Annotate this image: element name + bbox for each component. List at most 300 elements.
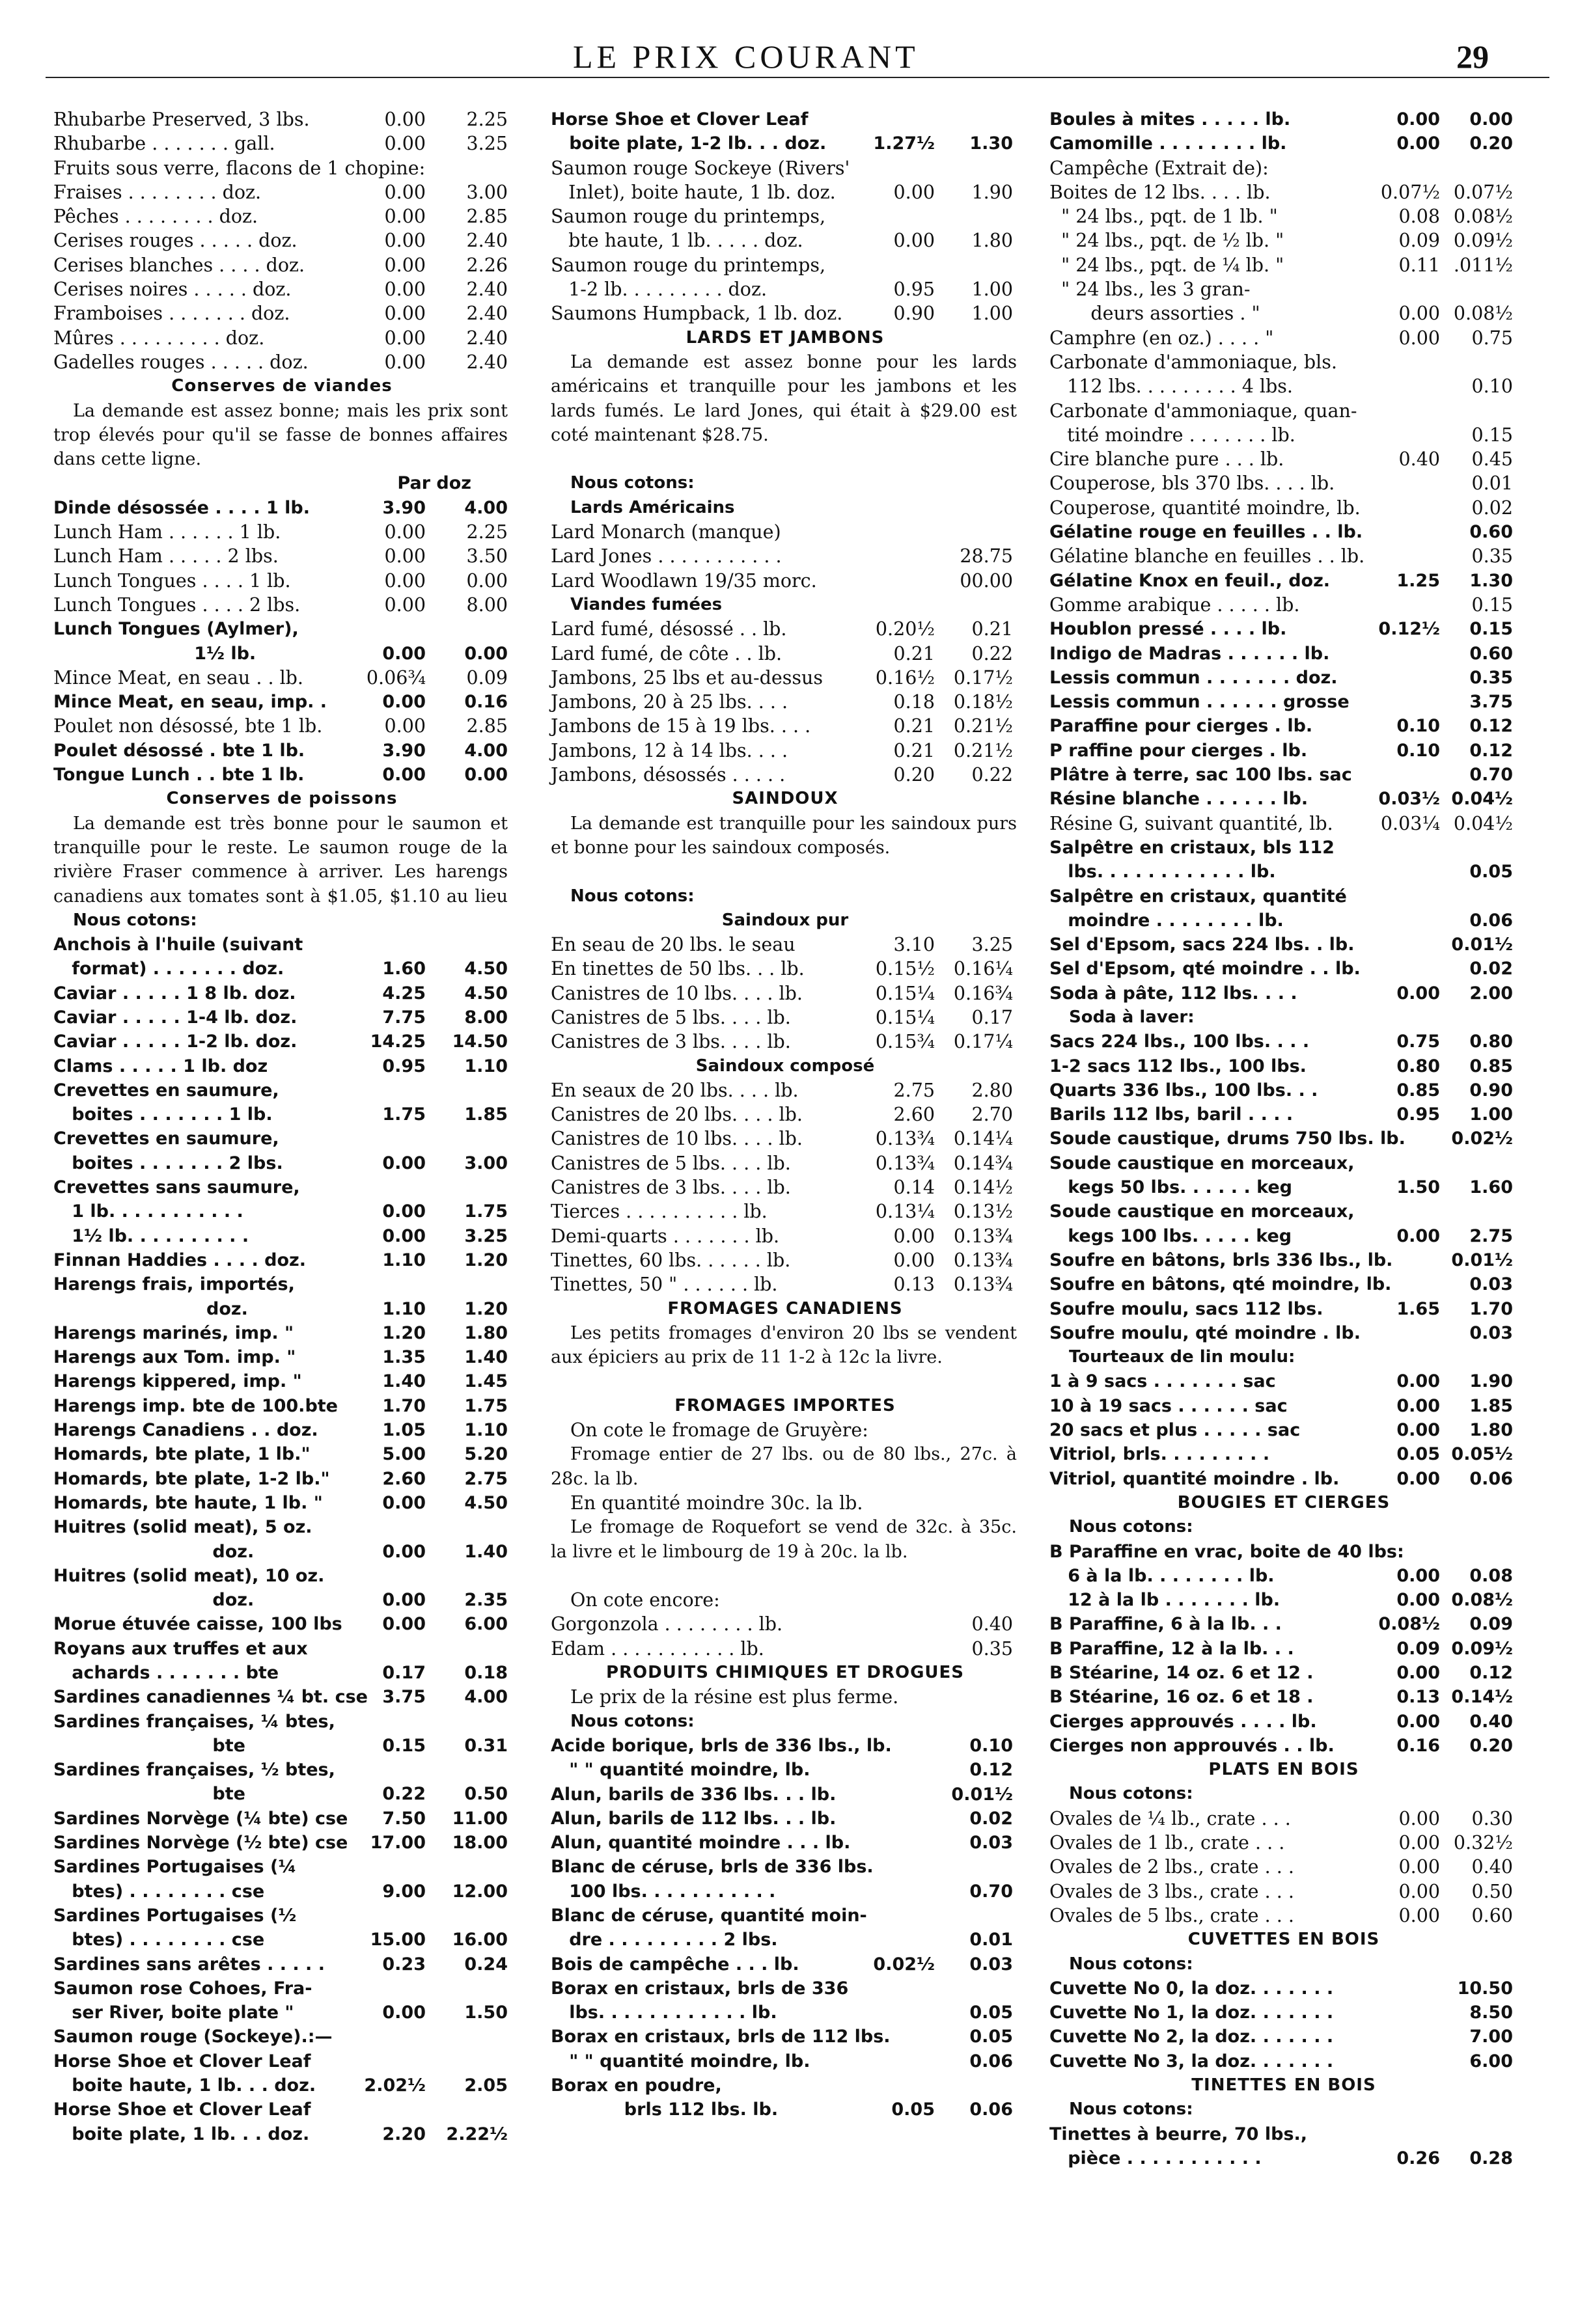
price-row [53,1782,510,1806]
price-high: 00.00 [960,569,1013,592]
price-high: 0.16¼ [953,958,1013,980]
price-low: 0.05 [1396,1444,1440,1465]
price-low: 0.13 [1396,1687,1440,1708]
price-row [53,1369,510,1393]
price-high: 0.01 [969,1930,1013,1950]
item-name: Homards, bte haute, 1 lb. " [53,1492,323,1513]
item-name: Soude caustique, drums 750 lbs. lb. [1049,1128,1406,1149]
price-low: 0.13¾ [875,1128,935,1150]
price-low: 0.00 [382,692,426,713]
price-low: 0.00 [382,1541,426,1562]
price-high: 0.02 [1469,959,1513,979]
item-name: Jambons, 25 lbs et au-dessus [551,666,824,689]
item-name: Bois de campêche . . . lb. [551,1954,799,1975]
item-name: kegs 50 lbs. . . . . . keg [1049,1177,1292,1198]
price-low: 1.25 [1396,570,1440,591]
unit-header: Par doz [397,473,471,494]
item-name: Ovales de 2 lbs., crate . . . [1049,1856,1294,1878]
item-name: Saumons Humpback, 1 lb. doz. [551,303,843,325]
item-name: Borax en poudre, [551,2075,722,2096]
text-line: En quantité moindre 30c. la lb. [570,1492,863,1514]
price-row [1049,1272,1518,1296]
item-name: Houblon pressé . . . . lb. [1049,619,1287,640]
item-name: Poulet désossé . bte 1 lb. [53,740,305,761]
price-high: 0.40 [1469,1711,1513,1732]
price-high: 0.24 [464,1954,508,1975]
price-low: 0.95 [382,1056,426,1076]
price-row [53,2098,510,2122]
item-name: Paraffine pour cierges . lb. [1049,716,1313,737]
item-name: moindre . . . . . . . . lb. [1049,910,1284,931]
item-name: En seau de 20 lbs. le seau [551,934,796,956]
price-row [1049,2049,1518,2073]
price-row [1049,569,1518,593]
price-row [53,107,510,131]
price-row [53,690,510,714]
price-row [1049,544,1518,568]
price-high: 0.14½ [953,1177,1013,1199]
item-name: Canistres de 20 lbs. . . . lb. [551,1104,803,1126]
item-name: Homards, bte plate, 1-2 lb." [53,1468,330,1489]
price-low: 0.13¼ [875,1201,935,1223]
price-low: 0.00 [1396,1711,1440,1732]
price-low: 0.00 [1398,303,1440,325]
item-name: boite haute, 1 lb. . . doz. [53,2075,316,2096]
item-name: Clams . . . . . 1 lb. doz [53,1056,268,1076]
price-row [53,1928,510,1952]
item-name: 112 lbs. . . . . . . . . 4 lbs. [1049,376,1293,398]
price-high: 4.00 [464,1687,508,1708]
price-high: 0.06 [969,2051,1013,2071]
item-name: Anchois à l'huile (suivant [53,935,303,955]
market-note: La demande est tranquille pour les saindoux purs et bonne pour les saindoux composés. [551,813,1017,858]
price-high: 1.75 [464,1201,508,1222]
text-line: Fruits sous verre, flacons de 1 chopine: [53,157,426,179]
price-low: 4.25 [382,983,426,1004]
item-name: Saumon rouge Sockeye (Rivers' [551,157,850,179]
item-name: Saumon rose Cohoes, Fra- [53,1978,312,1999]
price-row [1049,326,1518,350]
price-high: 2.85 [466,715,508,737]
item-name: Jambons de 15 à 19 lbs. . . . [551,715,811,737]
item-name: B Paraffine, 12 à la lb. . . [1049,1638,1294,1659]
item-name: Harengs aux Tom. imp. " [53,1347,296,1368]
price-row [1049,933,1518,957]
price-low: 0.00 [893,181,935,203]
price-row [53,666,510,690]
price-row [551,1831,1019,1855]
item-name: Saumon rouge du printemps, [551,206,826,228]
price-high: 0.31 [464,1735,508,1756]
price-high: 0.85 [1469,1056,1513,1076]
item-name: boites . . . . . . . 1 lb. [53,1104,273,1125]
price-high: 1.00 [971,303,1013,325]
price-high: 12.00 [452,1881,508,1902]
price-low: 0.00 [384,594,426,616]
price-row [53,1175,510,1199]
market-note: La demande est assez bonne; mais les prix sont trop élevés pour qu'il se fasse de bonnes affaires dans cette ligne. [53,400,508,470]
item-name: Horse Shoe et Clover Leaf [53,2051,311,2071]
price-high: 10.50 [1457,1978,1513,1999]
price-row [551,981,1019,1005]
item-name: En tinettes de 50 lbs. . . lb. [551,958,805,980]
price-row [1049,423,1518,447]
price-row [53,1127,510,1151]
price-row [1049,1831,1518,1855]
price-high: 2.26 [466,254,508,276]
subheading: Saindoux pur [721,910,849,930]
header-rule [46,77,1549,78]
price-row [551,2049,1019,2073]
price-row [551,1855,1019,1879]
price-row [53,1054,510,1078]
item-name: 12 à la lb . . . . . . . lb. [1049,1590,1281,1611]
price-row [53,1637,510,1661]
price-row [53,714,510,738]
price-low: 0.00 [1398,327,1440,349]
price-row [53,1418,510,1442]
price-row [53,2001,510,2025]
price-row [1049,1661,1518,1685]
price-high: 1.85 [1469,1395,1513,1416]
price-low: 3.90 [382,497,426,518]
price-high: 0.12 [1469,740,1513,761]
price-row [551,1734,1019,1758]
price-row [1049,1321,1518,1345]
item-name: Cuvette No 0, la doz. . . . . . . [1049,1978,1334,1999]
price-low: 2.60 [382,1468,426,1489]
price-high: 0.08½ [1453,303,1513,325]
price-high: 6.00 [464,1614,508,1635]
price-row [551,156,1019,180]
price-row [1049,1540,1518,1564]
price-row [1049,350,1518,374]
price-high: 0.02 [969,1808,1013,1829]
item-name: 1-2 sacs 112 lbs., 100 lbs. [1049,1056,1307,1076]
price-row [1049,981,1518,1005]
item-name: Lessis commun . . . . . . grosse [1049,692,1350,713]
item-name: Ovales de ¼ lb., crate . . . [1049,1807,1291,1829]
price-row [53,1831,510,1855]
price-high: 0.35 [971,1637,1013,1660]
price-high: 0.12 [1469,1663,1513,1683]
market-note: Fromage entier de 27 lbs. ou de 80 lbs., 27c. à 28c. la lb. [551,1444,1017,1489]
price-row [551,277,1019,301]
item-name: lbs. . . . . . . . . . . . lb. [1049,862,1276,882]
price-row [551,714,1019,738]
price-row [1049,1175,1518,1199]
price-row [53,277,510,301]
item-name: Camphre (en oz.) . . . . " [1049,327,1274,349]
item-name: Sardines Portugaises (¼ [53,1857,297,1878]
item-name: Mince Meat, en seau . . lb. [53,666,303,689]
price-high: 0.01 [1471,472,1513,495]
price-low: 0.13¾ [875,1152,935,1174]
item-name: " 24 lbs., pqt. de ¼ lb. " [1049,254,1284,276]
item-name: dre . . . . . . . . . 2 lbs. [551,1930,778,1950]
price-row [1049,520,1518,544]
item-name: Lunch Tongues . . . . 1 lb. [53,569,291,592]
item-name: Lard fumé, de côte . . lb. [551,642,783,664]
price-low: 0.15¼ [875,1007,935,1028]
price-low: 0.00 [384,351,426,373]
price-low: 0.11 [1398,254,1440,276]
price-row [551,1758,1019,1782]
item-name: Jambons, désossés . . . . . [551,764,786,786]
price-low: 0.16 [1396,1735,1440,1756]
price-row [53,1734,510,1758]
item-name: Poulet non désossé, bte 1 lb. [53,715,323,737]
price-high: 0.40 [1471,1856,1513,1878]
price-low: 0.85 [1396,1080,1440,1100]
item-name: Carbonate d'ammoniaque, quan- [1049,400,1357,422]
price-high: 0.17½ [953,666,1013,689]
price-row [53,1612,510,1636]
price-high: 1.40 [464,1347,508,1368]
price-row [53,1272,510,1296]
price-low: 0.00 [1396,1371,1440,1392]
price-row [551,1880,1019,1904]
subheading: Saindoux composé [695,1056,875,1076]
price-row [53,326,510,350]
item-name: boites . . . . . . . 2 lbs. [53,1153,283,1173]
item-name: Alun, barils de 336 lbs. . . lb. [551,1784,837,1805]
item-name: kegs 100 lbs. . . . . keg [1049,1225,1292,1246]
item-name: Ovales de 3 lbs., crate . . . [1049,1880,1294,1902]
item-name: Harengs Canadiens . . doz. [53,1420,318,1441]
price-high: 0.00 [464,765,508,786]
price-low: 0.00 [384,181,426,203]
item-name: bte haute, 1 lb. . . . . doz. [551,230,803,252]
item-name: Lunch Ham . . . . . . 1 lb. [53,521,281,543]
price-low: 0.07½ [1380,181,1440,203]
item-name: 1-2 lb. . . . . . . . . doz. [551,279,768,301]
price-high: 0.15 [1469,619,1513,640]
price-high: 3.00 [464,1153,508,1173]
price-high: 2.75 [464,1468,508,1489]
subheading: Viandes fumées [570,594,723,614]
item-name: Huitres (solid meat), 5 oz. [53,1517,312,1538]
price-low: 3.75 [382,1687,426,1708]
item-name: Lessis commun . . . . . . . doz. [1049,667,1338,688]
price-high: 1.40 [464,1541,508,1562]
price-low: 0.00 [384,206,426,228]
price-row [551,1976,1019,2001]
price-row [1049,399,1518,423]
price-high: 0.03 [1469,1274,1513,1295]
price-row [53,544,510,568]
item-name: Lard Woodlawn 19/35 morc. [551,569,817,592]
price-row [1049,1224,1518,1248]
price-low: 1.40 [382,1371,426,1392]
price-row [53,1005,510,1030]
price-high: 0.40 [971,1613,1013,1635]
text-line: On cote encore: [570,1589,720,1611]
section-heading: PLATS EN BOIS [1208,1760,1359,1780]
price-low: 0.21 [893,739,935,761]
item-name: Cire blanche pure . . . lb. [1049,448,1284,471]
price-row [1049,204,1518,228]
price-row [53,2073,510,2098]
price-low: 0.00 [1396,1395,1440,1416]
price-row [1049,2122,1518,2146]
price-row [1049,763,1518,787]
price-high: 1.50 [464,2003,508,2023]
price-low: 0.26 [1396,2148,1440,2168]
price-row [53,1442,510,1466]
item-name: Barils 112 lbs, baril . . . . [1049,1104,1294,1125]
price-row [1049,156,1518,180]
price-high: 0.04½ [1451,789,1513,810]
column-1 [53,107,510,2146]
price-row [1049,253,1518,277]
price-row [551,1952,1019,1976]
price-low: 0.00 [382,2003,426,2023]
price-row [1049,2001,1518,2025]
item-name: B Stéarine, 14 oz. 6 et 12 . [1049,1663,1314,1683]
price-row [53,1661,510,1685]
price-row [1049,642,1518,666]
price-row [53,180,510,204]
price-high: 2.25 [466,521,508,543]
item-name: Mince Meat, en seau, imp. . [53,692,327,713]
item-name: Sardines sans arêtes . . . . . [53,1954,325,1975]
item-name: Soude caustique en morceaux, [1049,1201,1355,1222]
price-low: 0.16½ [875,666,935,689]
price-high: 0.70 [969,1881,1013,1902]
item-name: Blanc de céruse, quantité moin- [551,1905,867,1926]
price-high: 0.28 [1469,2148,1513,2168]
price-low: 0.13 [893,1274,935,1296]
price-row [53,1952,510,1976]
item-name: Rhubarbe Preserved, 3 lbs. [53,109,310,130]
price-row [1049,2146,1518,2170]
item-name: Couperose, bls 370 lbs. . . . lb. [1049,472,1335,495]
price-low: 14.25 [370,1032,426,1052]
price-row [1049,617,1518,641]
item-name: 1½ lb. [53,643,256,664]
item-name: Boites de 12 lbs. . . . lb. [1049,181,1271,203]
price-high: 0.13¾ [953,1249,1013,1271]
price-high: 4.50 [464,959,508,979]
price-high: 28.75 [960,545,1013,567]
item-name: Cierges approuvés . . . . lb. [1049,1711,1317,1732]
item-name: Canistres de 3 lbs. . . . lb. [551,1031,791,1053]
price-high: 0.13¾ [953,1225,1013,1247]
item-name: Sel d'Epsom, qté moindre . . lb. [1049,959,1361,979]
item-name: " 24 lbs., pqt. de ½ lb. " [1049,230,1284,252]
price-high: 0.15 [1471,594,1513,616]
price-row [551,301,1019,325]
price-row [53,1515,510,1539]
price-high: 1.90 [1469,1371,1513,1392]
price-row [1049,1369,1518,1393]
price-row [53,593,510,617]
price-high: 1.80 [464,1322,508,1343]
section-heading: TINETTES EN BOIS [1191,2075,1376,2096]
price-high: 18.00 [452,1833,508,1853]
price-high: 0.00 [464,643,508,664]
item-name: Camomille . . . . . . . . lb. [1049,133,1287,154]
item-name: Sardines françaises, ½ btes, [53,1760,335,1781]
price-low: 5.00 [382,1444,426,1465]
price-row [53,1030,510,1054]
price-high: 0.70 [1469,765,1513,786]
price-low: 0.03½ [1378,789,1440,810]
item-name: Lard Monarch (manque) [551,521,781,543]
item-name: 1 lb. . . . . . . . . . . [53,1201,243,1222]
item-name: Plâtre à terre, sac 100 lbs. sac [1049,765,1352,786]
price-low: 2.20 [382,2124,426,2144]
price-row [1049,1637,1518,1661]
item-name: Canistres de 10 lbs. . . . lb. [551,1128,803,1150]
section-heading: Conserves de viandes [171,376,393,396]
price-row [1049,1199,1518,1224]
column-2 [551,107,1019,2122]
item-name: Tinettes, 60 lbs. . . . . . lb. [551,1249,791,1271]
item-name: Tierces . . . . . . . . . . lb. [551,1201,768,1223]
price-low: 0.00 [382,1201,426,1222]
price-low: 0.00 [384,327,426,349]
column-3 [1049,107,1518,2170]
price-low: 1.70 [382,1395,426,1416]
item-name: Caviar . . . . . 1-2 lb. doz. [53,1032,298,1052]
price-row [1049,1297,1518,1321]
price-row [1049,447,1518,471]
price-high: 0.00 [1469,109,1513,130]
price-high: 0.15 [1471,424,1513,446]
price-row [1049,1078,1518,1102]
item-name: Saumon rouge (Sockeye).:— [53,2027,333,2047]
item-name: Borax en cristaux, brls de 112 lbs. [551,2027,891,2047]
item-name: Sardines Portugaises (½ [53,1905,297,1926]
price-row [1049,1467,1518,1491]
price-high: 6.00 [1469,2051,1513,2071]
item-name: Canistres de 3 lbs. . . . lb. [551,1177,791,1199]
item-name: Soda à pâte, 112 lbs. . . . [1049,983,1297,1004]
item-name: Lard Jones . . . . . . . . . . . [551,545,782,567]
price-high: 5.20 [464,1444,508,1465]
item-name: Caviar . . . . . 1-4 lb. doz. [53,1007,298,1028]
price-high: 0.17¼ [953,1031,1013,1053]
price-row [53,1588,510,1612]
price-high: 0.03 [1469,1322,1513,1343]
price-row [551,1127,1019,1151]
page-number: 29 [1456,38,1489,75]
page-title: LE PRIX COURANT [573,38,919,75]
price-high: 1.80 [1469,1420,1513,1441]
price-row [551,1175,1019,1199]
price-low: 0.00 [1398,1807,1440,1829]
price-high: 0.07½ [1453,181,1513,203]
price-row [551,1904,1019,1928]
price-row [53,1297,510,1321]
price-high: 0.20 [1469,133,1513,154]
item-name: " " quantité moindre, lb. [551,2051,810,2071]
price-low: 0.00 [1396,133,1440,154]
price-row [551,520,1019,544]
price-row [551,1637,1019,1661]
price-high: 3.25 [464,1225,508,1246]
price-high: 0.05 [969,2003,1013,2023]
market-note: La demande est très bonne pour le saumon et tranquille pour le reste. Le saumon rouge de la rivière Fraser commence à arriver. Les harengs canadiens aux tomates sont à $1.05, $1.10 au lieu [53,813,508,907]
page-header [0,30,1593,82]
price-low: 0.00 [384,254,426,276]
price-high: 0.08½ [1453,206,1513,228]
price-high: 0.05 [1469,862,1513,882]
item-name: Gomme arabique . . . . . lb. [1049,594,1300,616]
price-row [1049,301,1518,325]
